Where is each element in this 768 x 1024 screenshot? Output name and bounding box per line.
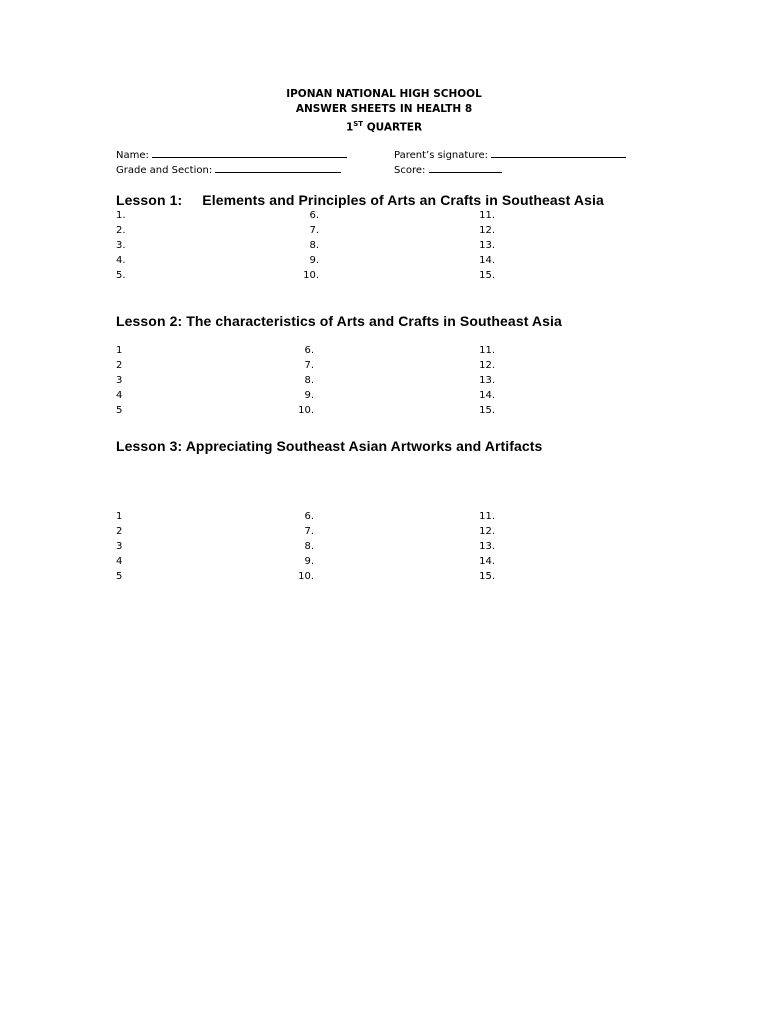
answer-number: 3: [116, 541, 123, 552]
answer-number: 2: [116, 526, 123, 537]
answer-number: 7.: [309, 225, 319, 236]
answer-number: 3.: [116, 240, 126, 251]
answer-number: 10.: [303, 270, 319, 281]
answer-number: 6.: [309, 210, 319, 221]
answer-number: 3: [116, 375, 123, 386]
lesson-3-title: Lesson 3: Appreciating Southeast Asian Artworks and Artifacts: [116, 438, 543, 454]
quarter-number: 1: [345, 121, 354, 134]
answer-number: 4.: [116, 255, 126, 266]
quarter-label: [0, 117, 768, 136]
answer-number: 15.: [479, 405, 495, 416]
answer-number: 1: [116, 511, 123, 522]
parent-signature-field[interactable]: [394, 147, 626, 163]
answer-number: 10.: [298, 571, 314, 582]
answer-number: 2: [116, 360, 123, 371]
answer-number: 9.: [304, 556, 314, 567]
answer-number: 8.: [304, 375, 314, 386]
answer-number: 14.: [479, 255, 495, 266]
parent-signature-label: Parent’s signature:: [394, 150, 489, 161]
document-header: [0, 87, 768, 136]
answer-number: 5: [116, 405, 123, 416]
answer-number: 8.: [309, 240, 319, 251]
quarter-superscript: ST: [353, 120, 364, 128]
answer-number: 13.: [479, 541, 495, 552]
answer-number: 11.: [479, 511, 495, 522]
answer-number: 10.: [298, 405, 314, 416]
answer-number: 11.: [479, 210, 495, 221]
answer-number: 8.: [304, 541, 314, 552]
answer-number: 7.: [304, 526, 314, 537]
answer-number: 15.: [479, 571, 495, 582]
parent-signature-blank-line[interactable]: [491, 147, 626, 158]
answer-number: 9.: [309, 255, 319, 266]
score-label: Score:: [394, 165, 426, 176]
answer-number: 9.: [304, 390, 314, 401]
score-field[interactable]: [394, 162, 502, 178]
answer-number: 5.: [116, 270, 126, 281]
lesson-1-title: [116, 191, 604, 209]
name-label: Name:: [116, 150, 149, 161]
answer-number: 11.: [479, 345, 495, 356]
answer-number: 2.: [116, 225, 126, 236]
answer-number: 6.: [304, 511, 314, 522]
answer-number: 13.: [479, 240, 495, 251]
score-blank-line[interactable]: [429, 162, 502, 173]
answer-number: 15.: [479, 270, 495, 281]
answer-number: 4: [116, 390, 123, 401]
answer-number: 1.: [116, 210, 126, 221]
answer-number: 7.: [304, 360, 314, 371]
answer-number: 12.: [479, 526, 495, 537]
lesson-2-title: Lesson 2: The characteristics of Arts and Crafts in Southeast Asia: [116, 313, 562, 329]
lesson-1-title-text: Elements and Principles of Arts an Crafts in Southeast Asia: [202, 192, 604, 208]
answer-number: 4: [116, 556, 123, 567]
answer-number: 12.: [479, 225, 495, 236]
answer-number: 13.: [479, 375, 495, 386]
answer-sheet-subtitle: ANSWER SHEETS IN HEALTH 8: [295, 103, 473, 115]
answer-number: 1: [116, 345, 123, 356]
answer-number: 6.: [304, 345, 314, 356]
grade-section-field[interactable]: [116, 162, 341, 178]
answer-number: 14.: [479, 390, 495, 401]
answer-number: 12.: [479, 360, 495, 371]
answer-number: 14.: [479, 556, 495, 567]
name-field[interactable]: [116, 147, 347, 163]
grade-section-label: Grade and Section:: [116, 165, 213, 176]
lesson-1-prefix: Lesson 1:: [116, 192, 183, 208]
answer-number: 5: [116, 571, 123, 582]
grade-section-blank-line[interactable]: [215, 162, 341, 173]
name-blank-line[interactable]: [152, 147, 347, 158]
quarter-word: QUARTER: [366, 121, 423, 134]
school-name: IPONAN NATIONAL HIGH SCHOOL: [286, 88, 482, 100]
